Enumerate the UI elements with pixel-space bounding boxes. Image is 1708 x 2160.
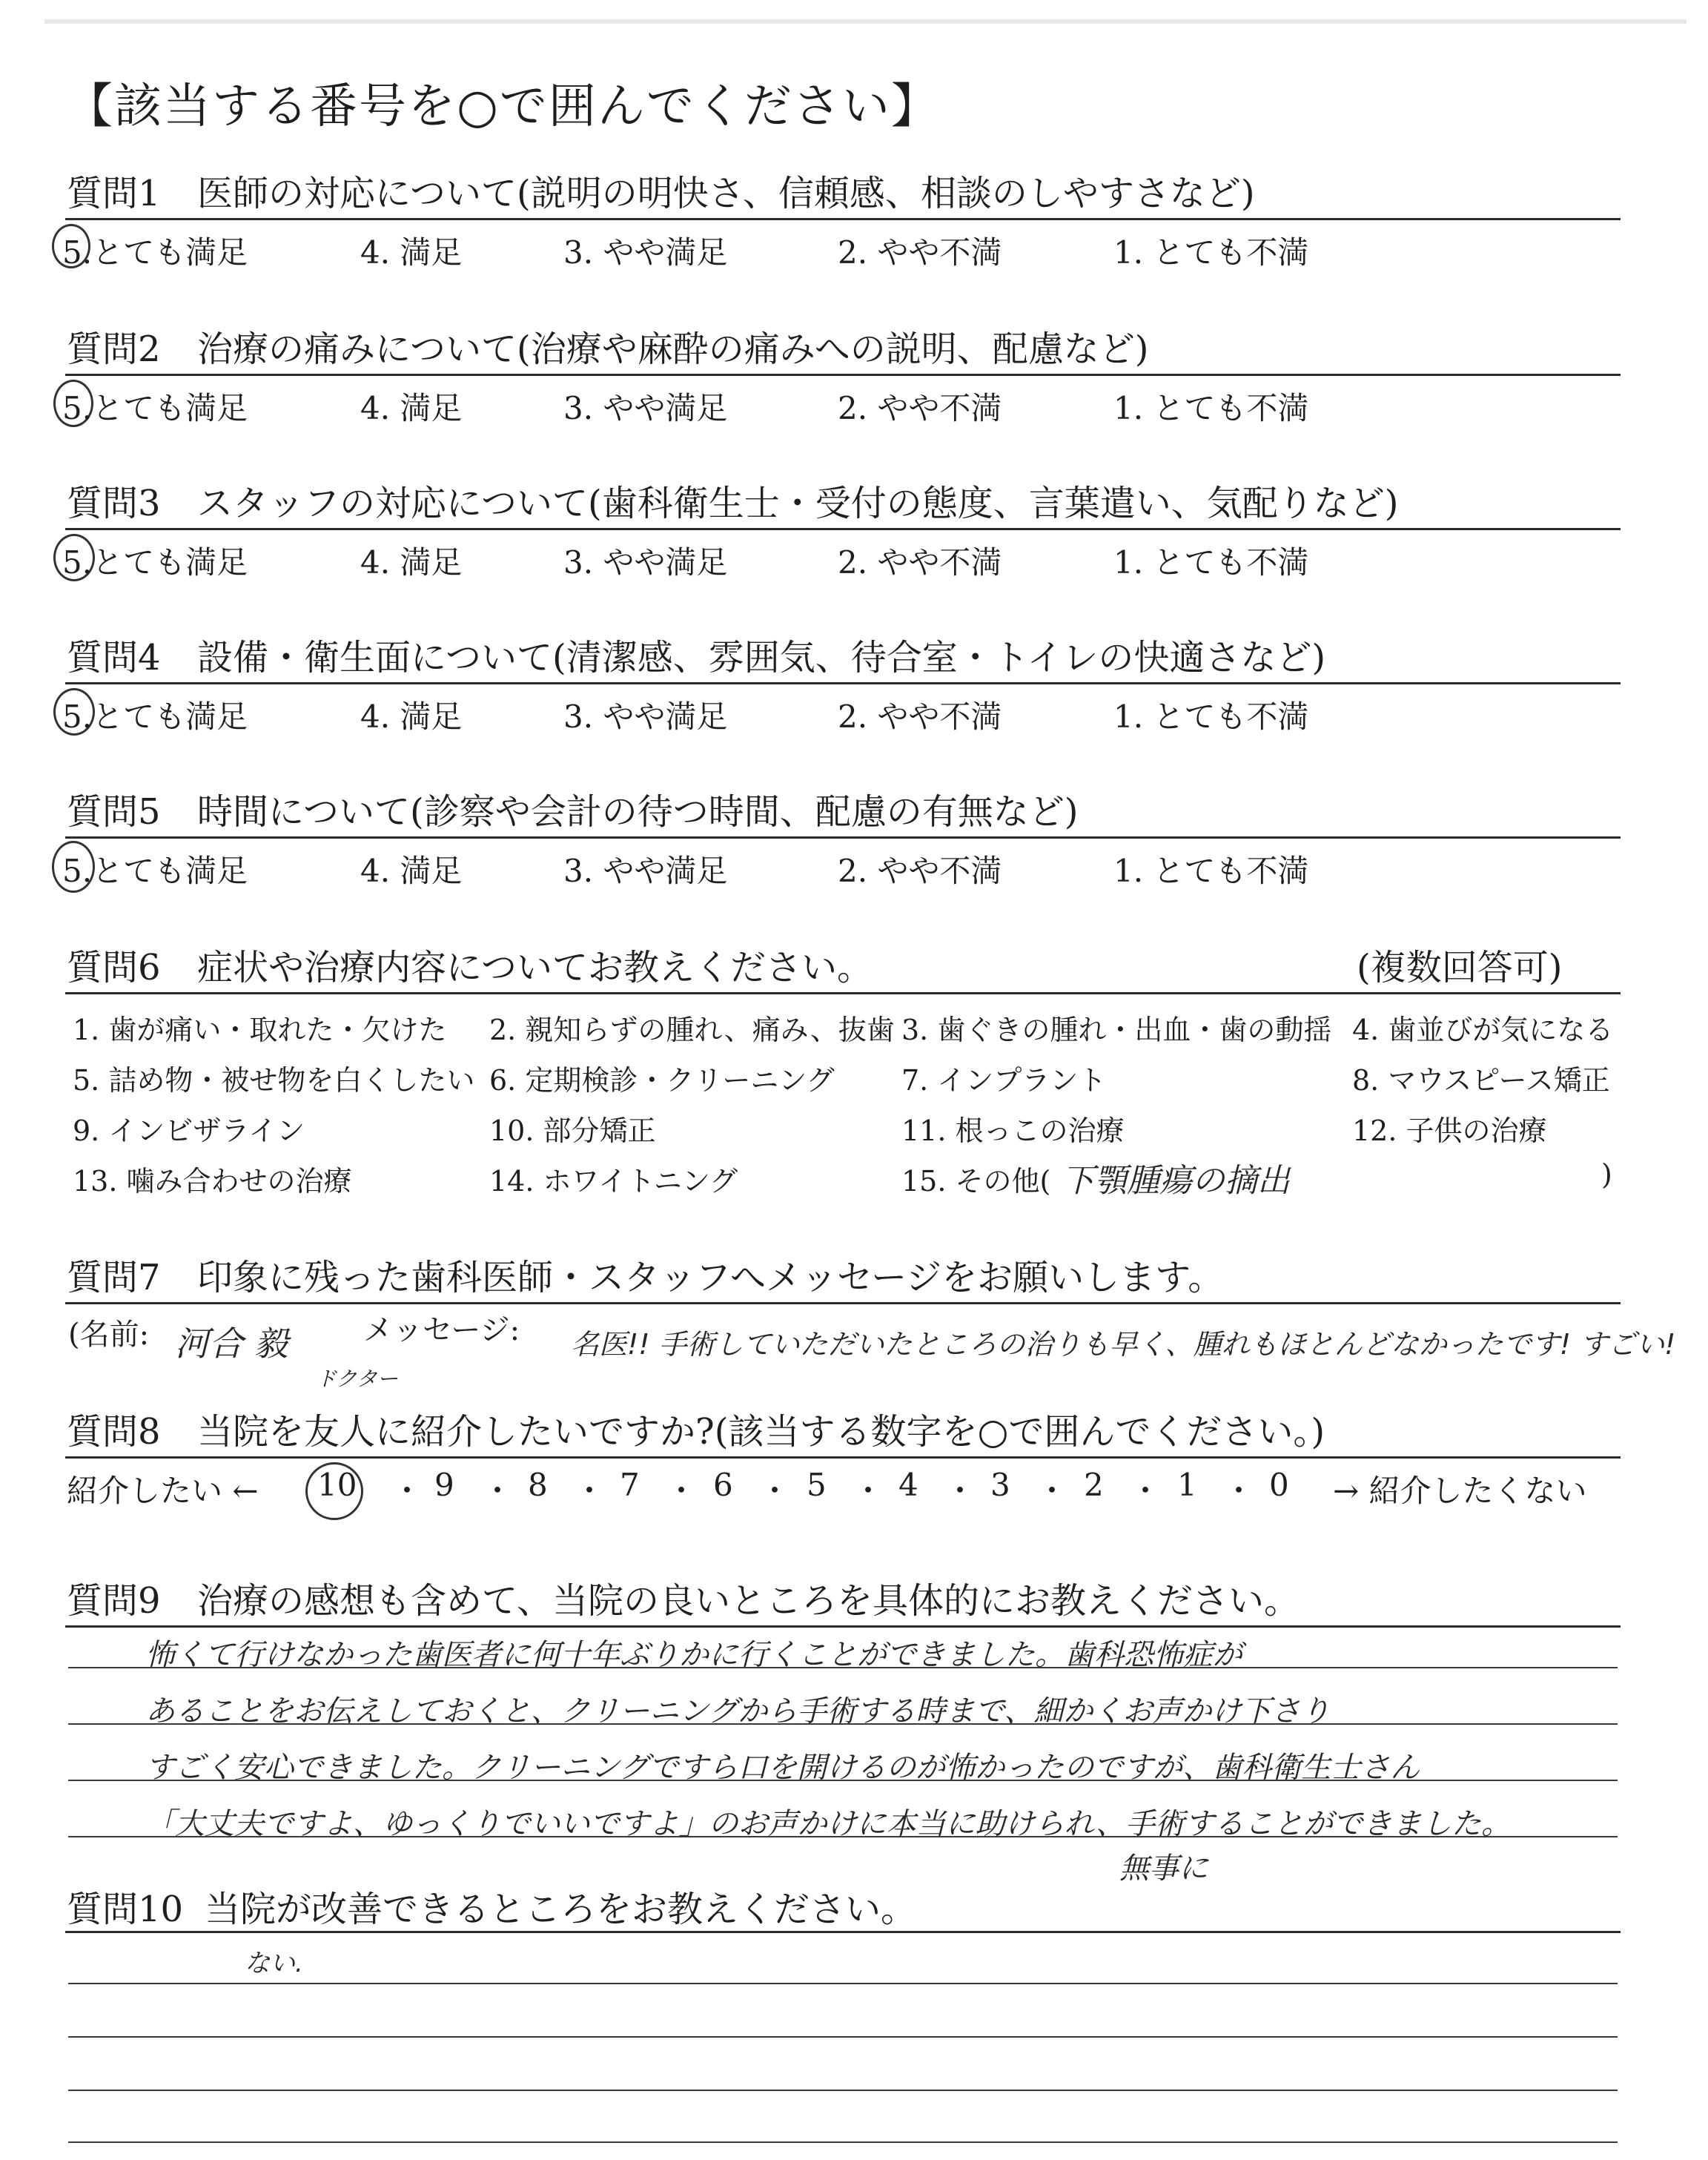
scale-8[interactable]: 8 <box>528 1467 548 1503</box>
answer-rule <box>68 2141 1618 2143</box>
q6-option-10[interactable]: 10. 部分矯正 <box>489 1114 656 1147</box>
q6-other-answer[interactable]: 下顎腫瘍の摘出 <box>1062 1162 1290 1200</box>
question-10-label: 質問10 <box>67 1889 184 1930</box>
q6-option-3[interactable]: 3. 歯ぐきの腫れ・出血・歯の動揺 <box>901 1014 1332 1046</box>
question-3-rule <box>65 528 1621 530</box>
q6-option-7[interactable]: 7. インプラント <box>901 1064 1107 1097</box>
question-4-rule <box>65 682 1621 684</box>
q6-option-13[interactable]: 13. 噛み合わせの治療 <box>73 1165 352 1198</box>
question-1-rule <box>65 218 1621 220</box>
option-4[interactable]: 4. 満足 <box>360 234 463 271</box>
question-4-text: 設備・衛生面について(清潔感、雰囲気、待合室・トイレの快適さなど) <box>197 637 1326 678</box>
scale-0[interactable]: 0 <box>1269 1467 1289 1503</box>
recommend-left-label: 紹介したい ← <box>67 1473 259 1509</box>
q6-option-2[interactable]: 2. 親知らずの腫れ、痛み、抜歯 <box>489 1014 895 1046</box>
scale-5[interactable]: 5 <box>807 1467 827 1503</box>
option-1[interactable]: 1. とても不満 <box>1113 234 1309 271</box>
option-3[interactable]: 3. やや満足 <box>563 234 728 271</box>
question-7-rule <box>65 1302 1621 1304</box>
scale-dot: ・ <box>391 1473 423 1509</box>
scale-dot: ・ <box>1036 1473 1068 1509</box>
option-5[interactable]: 5.とても満足 <box>62 853 248 889</box>
option-3[interactable]: 3. やや満足 <box>563 853 728 889</box>
q6-option-11[interactable]: 11. 根っこの治療 <box>901 1114 1125 1147</box>
scale-dot: ・ <box>1130 1473 1162 1509</box>
question-3-label: 質問3 <box>67 483 161 524</box>
q6-option-4[interactable]: 4. 歯並びが気になる <box>1352 1014 1614 1046</box>
q6-option-6[interactable]: 6. 定期検診・クリーニング <box>489 1064 835 1097</box>
page-title: 【該当する番号を○で囲んでください】 <box>65 79 940 134</box>
question-2-label: 質問2 <box>67 328 161 370</box>
question-9-text: 治療の感想も含めて、当院の良いところを具体的にお教えください。 <box>197 1580 1300 1622</box>
answer-rule <box>68 1983 1618 1984</box>
option-1[interactable]: 1. とても不満 <box>1113 698 1309 735</box>
multiple-answer-note: (複数回答可) <box>1357 947 1563 988</box>
q6-option-15[interactable]: 15. その他( <box>901 1165 1051 1198</box>
q6-option-1[interactable]: 1. 歯が痛い・取れた・欠けた <box>73 1014 447 1046</box>
question-3-text: スタッフの対応について(歯科衛生士・受付の態度、言葉遣い、気配りなど) <box>197 483 1399 524</box>
q9-answer-line-3[interactable]: すごく安心できました。クリーニングですら口を開けるのが怖かったのですが、歯科衛生士さん <box>145 1751 1420 1785</box>
question-8-text: 当院を友人に紹介したいですか?(該当する数字を○で囲んでください。) <box>197 1411 1325 1453</box>
question-8-rule <box>65 1456 1621 1459</box>
recommend-right-label: → 紹介したくない <box>1333 1473 1587 1509</box>
q9-insertion: 無事に <box>1119 1852 1208 1886</box>
name-sub: ドクター <box>316 1367 398 1391</box>
scale-dot: ・ <box>759 1473 791 1509</box>
scale-2[interactable]: 2 <box>1084 1467 1104 1503</box>
q6-other-close-paren: ) <box>1601 1158 1612 1191</box>
top-rule <box>44 19 1687 24</box>
option-4[interactable]: 4. 満足 <box>360 544 463 581</box>
question-1-text: 医師の対応について(説明の明快さ、信頼感、相談のしやすさなど) <box>197 173 1255 214</box>
q6-option-14[interactable]: 14. ホワイトニング <box>489 1165 738 1198</box>
option-4[interactable]: 4. 満足 <box>360 698 463 735</box>
scale-9[interactable]: 9 <box>434 1467 454 1503</box>
scale-7[interactable]: 7 <box>620 1467 640 1503</box>
q10-answer[interactable]: ない. <box>245 1949 303 1978</box>
question-8-label: 質問8 <box>67 1411 161 1453</box>
scale-dot: ・ <box>666 1473 698 1509</box>
option-2[interactable]: 2. やや不満 <box>838 698 1002 735</box>
scale-dot: ・ <box>574 1473 606 1509</box>
question-10-rule <box>65 1931 1621 1933</box>
option-3[interactable]: 3. やや満足 <box>563 390 728 426</box>
option-3[interactable]: 3. やや満足 <box>563 698 728 735</box>
question-1-label: 質問1 <box>67 173 161 214</box>
name-value[interactable]: 河合 毅 <box>175 1324 288 1364</box>
question-10-text: 当院が改善できるところをお教えください。 <box>205 1889 917 1930</box>
option-1[interactable]: 1. とても不満 <box>1113 544 1309 581</box>
q9-answer-line-4[interactable]: 「大丈夫ですよ、ゆっくりでいいですよ」のお声かけに本当に助けられ、手術することができました。 <box>145 1807 1511 1841</box>
option-1[interactable]: 1. とても不満 <box>1113 390 1309 426</box>
answer-rule <box>68 2036 1618 2038</box>
option-5[interactable]: 5.とても満足 <box>62 234 248 271</box>
option-1[interactable]: 1. とても不満 <box>1113 853 1309 889</box>
message-value[interactable]: 名医!! 手術していただいたところの治りも早く、腫れもほとんどなかったです! すごい! <box>571 1328 1676 1361</box>
question-7-text: 印象に残った歯科医師・スタッフへメッセージをお願いします。 <box>197 1257 1224 1298</box>
option-5[interactable]: 5.とても満足 <box>62 544 248 581</box>
question-5-label: 質問5 <box>67 791 161 833</box>
option-2[interactable]: 2. やや不満 <box>838 234 1002 271</box>
answer-rule <box>68 2090 1618 2091</box>
option-5[interactable]: 5.とても満足 <box>62 698 248 735</box>
option-4[interactable]: 4. 満足 <box>360 853 463 889</box>
option-2[interactable]: 2. やや不満 <box>838 390 1002 426</box>
name-label: (名前: <box>68 1318 150 1352</box>
scale-4[interactable]: 4 <box>898 1467 918 1503</box>
question-6-text: 症状や治療内容についてお教えください。 <box>197 947 873 988</box>
q6-option-5[interactable]: 5. 詰め物・被せ物を白くしたい <box>73 1064 475 1097</box>
scale-dot: ・ <box>944 1473 976 1509</box>
q6-option-8[interactable]: 8. マウスピース矯正 <box>1352 1064 1610 1097</box>
question-9-rule <box>65 1625 1621 1628</box>
scale-1[interactable]: 1 <box>1177 1467 1197 1503</box>
q9-answer-line-2[interactable]: あることをお伝えしておくと、クリーニングから手術する時まで、細かくお声かけ下さり <box>145 1694 1331 1728</box>
scale-6[interactable]: 6 <box>713 1467 733 1503</box>
question-2-text: 治療の痛みについて(治療や麻酔の痛みへの説明、配慮など) <box>197 328 1149 370</box>
question-6-label: 質問6 <box>67 947 161 988</box>
scale-dot: ・ <box>1223 1473 1255 1509</box>
message-label: メッセージ: <box>363 1313 520 1347</box>
question-5-text: 時間について(診察や会計の待つ時間、配慮の有無など) <box>197 791 1079 833</box>
scale-dot: ・ <box>853 1473 884 1509</box>
option-5[interactable]: 5.とても満足 <box>62 390 248 426</box>
option-2[interactable]: 2. やや不満 <box>838 853 1002 889</box>
question-5-rule <box>65 836 1621 839</box>
q6-option-9[interactable]: 9. インビザライン <box>73 1114 305 1147</box>
q9-answer-line-1[interactable]: 怖くて行けなかった歯医者に何十年ぶりかに行くことができました。歯科恐怖症が <box>145 1638 1242 1672</box>
scale-dot: ・ <box>482 1473 514 1509</box>
option-2[interactable]: 2. やや不満 <box>838 544 1002 581</box>
option-4[interactable]: 4. 満足 <box>360 390 463 426</box>
question-6-rule <box>65 992 1621 994</box>
question-9-label: 質問9 <box>67 1580 161 1622</box>
scale-10[interactable]: 10 <box>317 1467 357 1503</box>
option-3[interactable]: 3. やや満足 <box>563 544 728 581</box>
question-2-rule <box>65 374 1621 376</box>
question-4-label: 質問4 <box>67 637 161 678</box>
question-7-label: 質問7 <box>67 1257 161 1298</box>
scale-3[interactable]: 3 <box>990 1467 1010 1503</box>
q6-option-12[interactable]: 12. 子供の治療 <box>1352 1114 1547 1147</box>
